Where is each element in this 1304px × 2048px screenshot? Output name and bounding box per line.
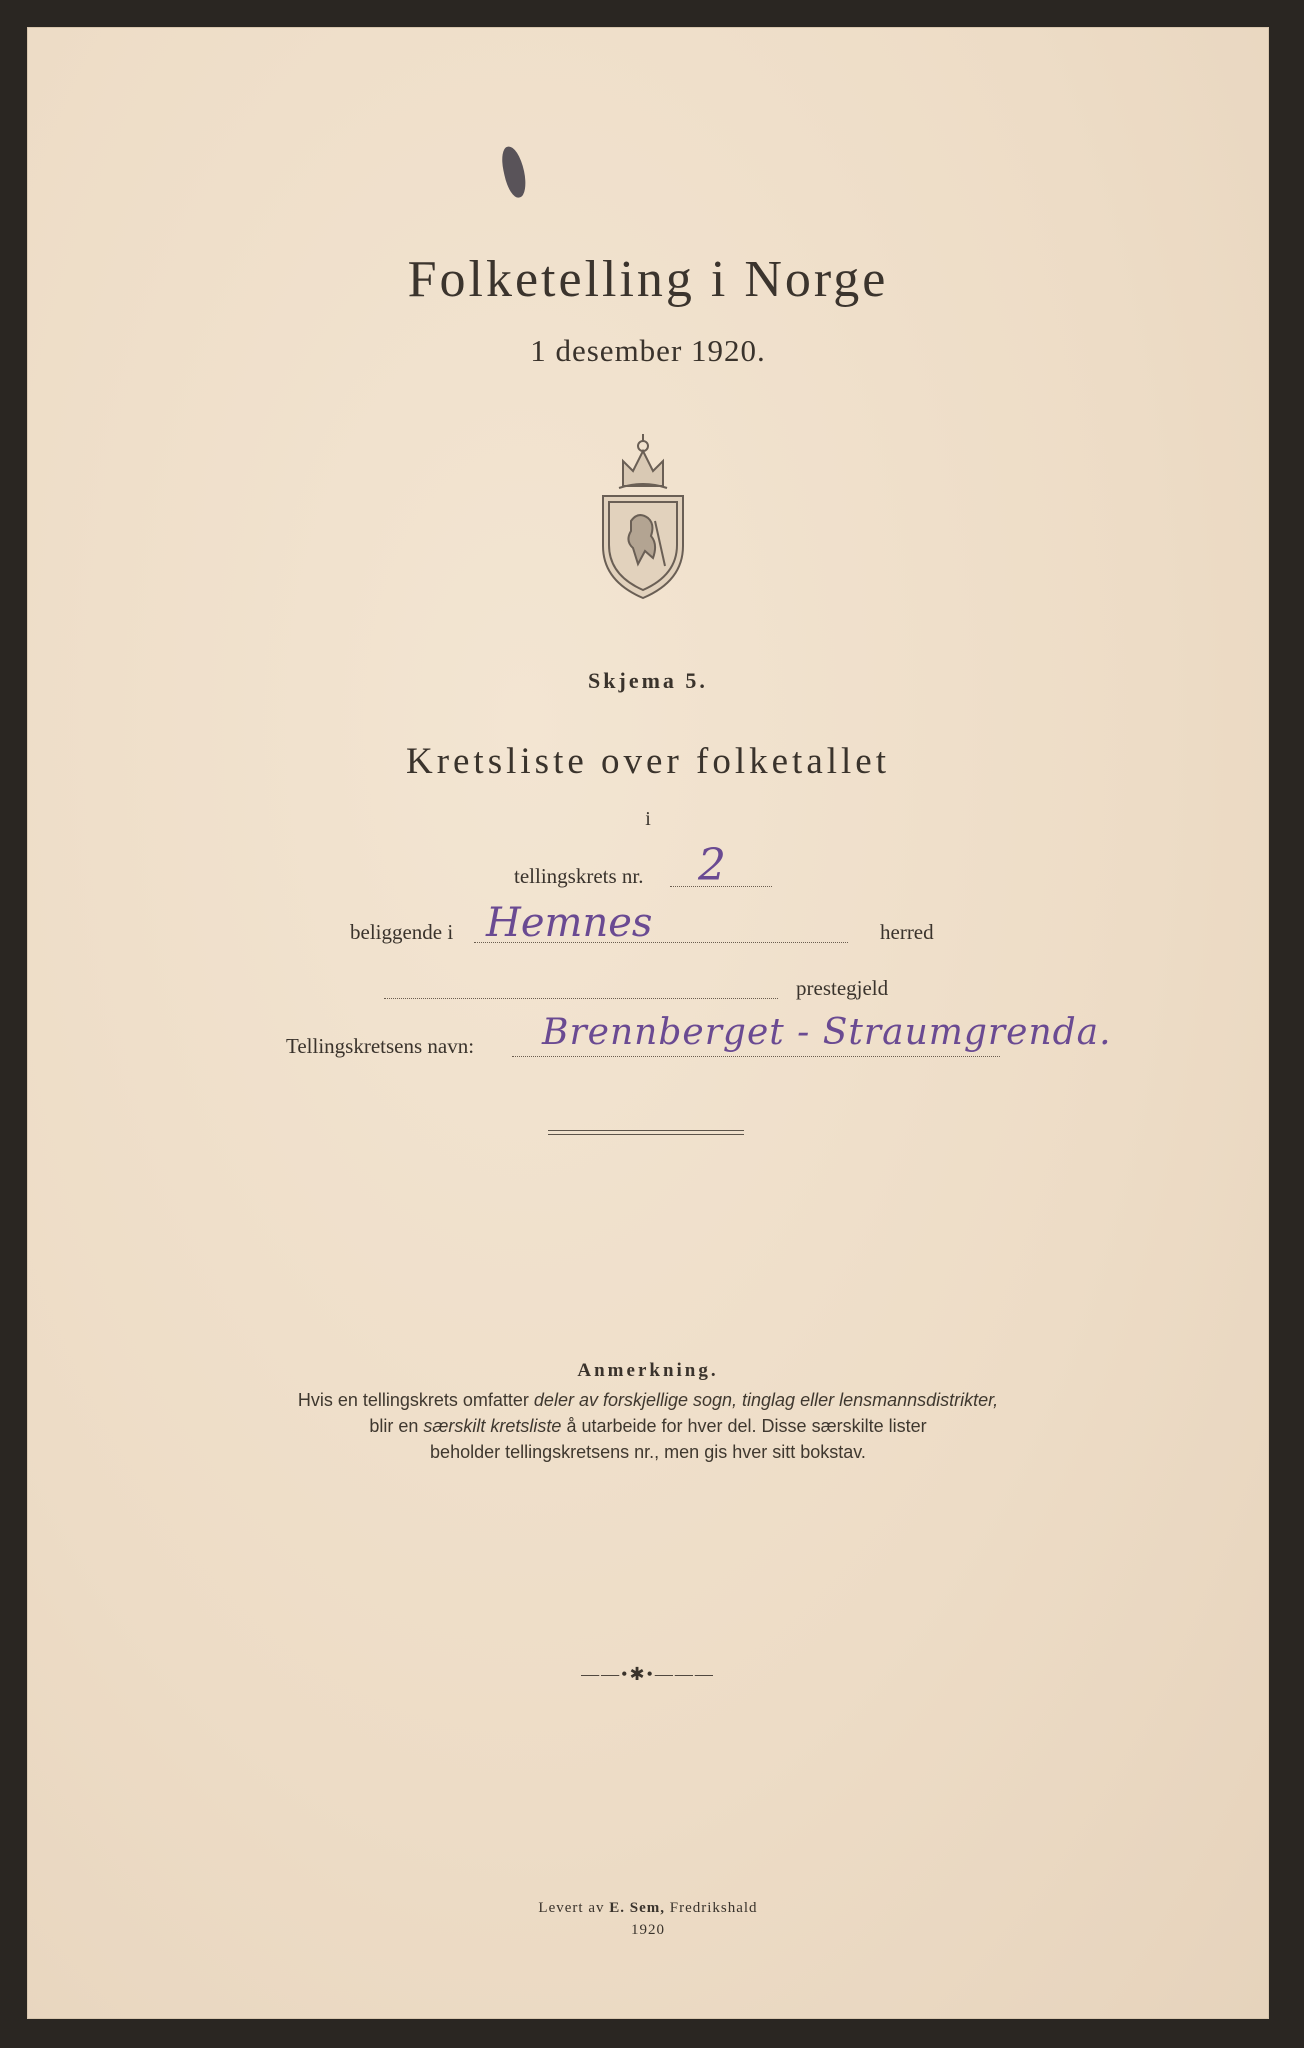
note-line-2-text-a: blir en bbox=[369, 1416, 424, 1436]
note-title: Anmerkning. bbox=[577, 1360, 719, 1381]
district-number-value: 2 bbox=[698, 840, 726, 891]
printer-credit bbox=[28, 1900, 1268, 1917]
district-name-field[interactable] bbox=[512, 1056, 1000, 1057]
note-line-2-text-c: å utarbeide for hver del. Disse særskilte lister bbox=[561, 1416, 927, 1436]
printer-year: 1920 bbox=[631, 1922, 665, 1938]
page-title: Folketelling i Norge bbox=[407, 251, 889, 308]
printer-name: E. Sem, bbox=[609, 1900, 665, 1916]
form-heading: Kretsliste over folketallet bbox=[405, 741, 891, 782]
note-line-1-italic: deler av forskjellige sogn, tinglag eller lensmannsdistrikter, bbox=[533, 1390, 999, 1410]
note-line-1-text: Hvis en tellingskrets omfatter bbox=[297, 1390, 534, 1410]
note-line-2 bbox=[28, 1416, 1268, 1437]
ink-blot bbox=[499, 144, 529, 199]
connector-text: i bbox=[645, 808, 651, 830]
note-line-3: beholder tellingskretsens nr., men gis hver sitt bokstav. bbox=[430, 1442, 866, 1462]
located-label: beliggende i bbox=[350, 920, 454, 944]
district-name-label: Tellingskretsens navn: bbox=[286, 1034, 475, 1058]
printer-location: Fredrikshald bbox=[664, 1900, 758, 1916]
parish-field[interactable] bbox=[384, 998, 778, 999]
municipality-value: Hemnes bbox=[486, 900, 653, 946]
ornament-divider: ——•✱•——— bbox=[581, 1664, 715, 1684]
printer-credit-prefix: Levert av bbox=[538, 1900, 610, 1916]
district-name-value: Brennberget - Straumgrenda. bbox=[542, 1012, 1112, 1053]
herred-label: herred bbox=[880, 920, 934, 944]
divider-rule bbox=[548, 1130, 744, 1131]
note-line-2-italic: særskilt kretsliste bbox=[423, 1416, 562, 1436]
note-line-1 bbox=[28, 1390, 1268, 1411]
census-form-page bbox=[28, 28, 1268, 2018]
divider-rule bbox=[548, 1134, 744, 1135]
norwegian-coat-of-arms-icon bbox=[593, 426, 693, 601]
schema-number: Skjema 5. bbox=[588, 668, 708, 693]
parish-label: prestegjeld bbox=[796, 976, 889, 1000]
census-date: 1 desember 1920. bbox=[530, 333, 766, 368]
district-number-label: tellingskrets nr. bbox=[514, 864, 644, 888]
